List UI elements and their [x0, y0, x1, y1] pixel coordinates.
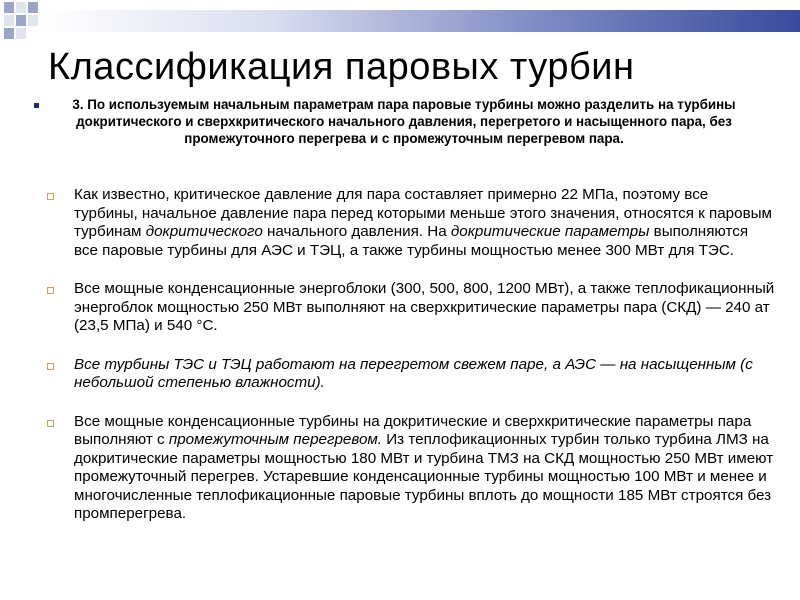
italic-text: докритические параметры — [450, 223, 650, 240]
list-item — [46, 186, 776, 260]
hollow-square-bullet-icon — [47, 363, 54, 370]
bullet-list — [46, 186, 776, 544]
text-segment: Как известно, критическое давление для пара составляет примерно 22 МПа, поэтому все турбины, начальное давление пара перед которыми меньше этого значения, относятся к паровым турбинам — [74, 186, 772, 240]
hollow-square-bullet-icon — [47, 420, 54, 427]
list-item — [46, 413, 776, 524]
italic-text: докритического — [145, 223, 263, 240]
square-bullet-icon — [34, 103, 39, 108]
italic-text: Все турбины ТЭС и ТЭЦ работают на перегретом свежем паре, а АЭС — на насыщенным (с небольшой степенью влажности). — [74, 355, 753, 391]
hollow-square-bullet-icon — [47, 287, 54, 294]
header-gradient-bar — [44, 10, 800, 32]
list-item — [46, 356, 776, 393]
text-segment: Все мощные конденсационные энергоблоки (300, 500, 800, 1200 МВт), а также теплофикационный энергоблок мощностью 250 МВт выполняют на сверхкритические параметры пара (СКД) — 240 ат (23,5 МПа) и 540 °С. — [74, 280, 775, 334]
hollow-square-bullet-icon — [47, 193, 54, 200]
intro-paragraph: 3. По используемым начальным параметрам пара паровые турбины можно разделить на турбины докритического и сверхкритического начального давления, перегретого и насыщенного пара, без промежуточного перегрева и с промежуточным перегревом пара. — [72, 97, 736, 146]
text-segment: Из теплофикационных турбин только турбина ЛМЗ на докритические параметры мощностью 180 МВт и турбина ТМЗ на СКД мощностью 250 МВт имеют промежуточный перегрев. Устаревшие конденсационные турбины мощностью 100 МВт и менее и многочисленные теплофикационные паровые турбины вплоть до мощности 185 МВт строятся без промперегрева. — [74, 431, 774, 522]
text-segment: выполняются все паровые турбины для АЭС и ТЭЦ, а также турбины мощностью менее 300 МВт для ТЭС. — [74, 223, 749, 259]
list-item — [46, 280, 776, 336]
italic-text: промежуточным перегревом. — [168, 431, 383, 448]
text-segment: Все мощные конденсационные турбины на докритические и сверхкритические параметры пара выполняют с — [74, 412, 752, 448]
text-segment: начального давления. На — [262, 223, 451, 240]
slide-title: Классификация паровых турбин — [48, 46, 635, 88]
